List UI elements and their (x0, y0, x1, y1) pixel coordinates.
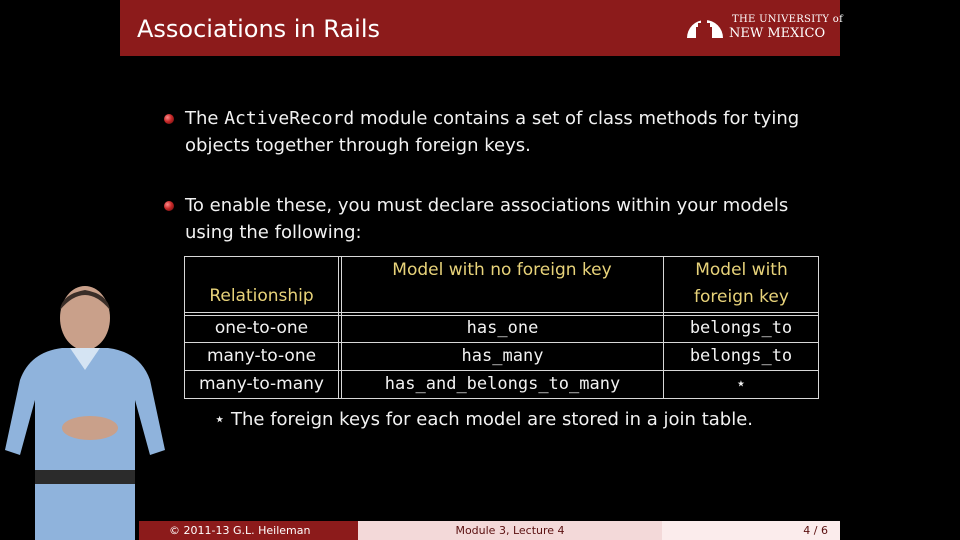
page-number: 4 / 6 (803, 524, 828, 537)
slide-title: Associations in Rails (137, 15, 380, 43)
university-logo (685, 12, 844, 46)
table-cell: belongs_to (689, 318, 793, 338)
bullet-activerecord (185, 105, 805, 159)
header-model-with-foreign-key: Model with foreign key (694, 260, 789, 307)
table-cell: has_one (466, 318, 539, 338)
code-activerecord: ActiveRecord (224, 108, 355, 129)
associations-table (184, 256, 819, 399)
title-bar (120, 0, 844, 56)
unm-emblem-icon (685, 14, 725, 40)
footer-bar (139, 521, 840, 540)
bullet-icon (164, 201, 174, 211)
header-model-no-foreign-key: Model with no foreign key (392, 260, 612, 280)
bullet-text: module contains a set of class methods for tying objects together through foreign keys. (185, 108, 800, 156)
table-cell: has_many (461, 346, 544, 366)
footnote: ⋆ The foreign keys for each model are stored in a join table. (214, 409, 753, 430)
presenter-image (0, 280, 170, 540)
bullet-icon (164, 114, 174, 124)
header-relationship: Relationship (209, 286, 314, 306)
logo-line-2: NEW MEXICO (729, 26, 826, 41)
footer-author (139, 521, 358, 540)
table-cell: one-to-one (214, 318, 309, 338)
footer-module: Module 3, Lecture 4 (358, 521, 662, 540)
bullet-declare-associations (185, 192, 805, 246)
bullet-text: To enable these, you must declare associations within your models using the following: (185, 195, 789, 243)
table-cell: has_and_belongs_to_many (384, 374, 621, 394)
table-cell: ⋆ (735, 374, 747, 394)
footer-page (662, 521, 840, 540)
footer-author-text: © 2011-13 G.L. Heileman (169, 524, 311, 537)
table-cell: belongs_to (689, 346, 793, 366)
table-cell: many-to-many (199, 374, 324, 394)
bullet-text: The (185, 108, 225, 129)
logo-line-1: THE UNIVERSITY of (732, 14, 844, 25)
table-cell: many-to-one (206, 346, 317, 366)
